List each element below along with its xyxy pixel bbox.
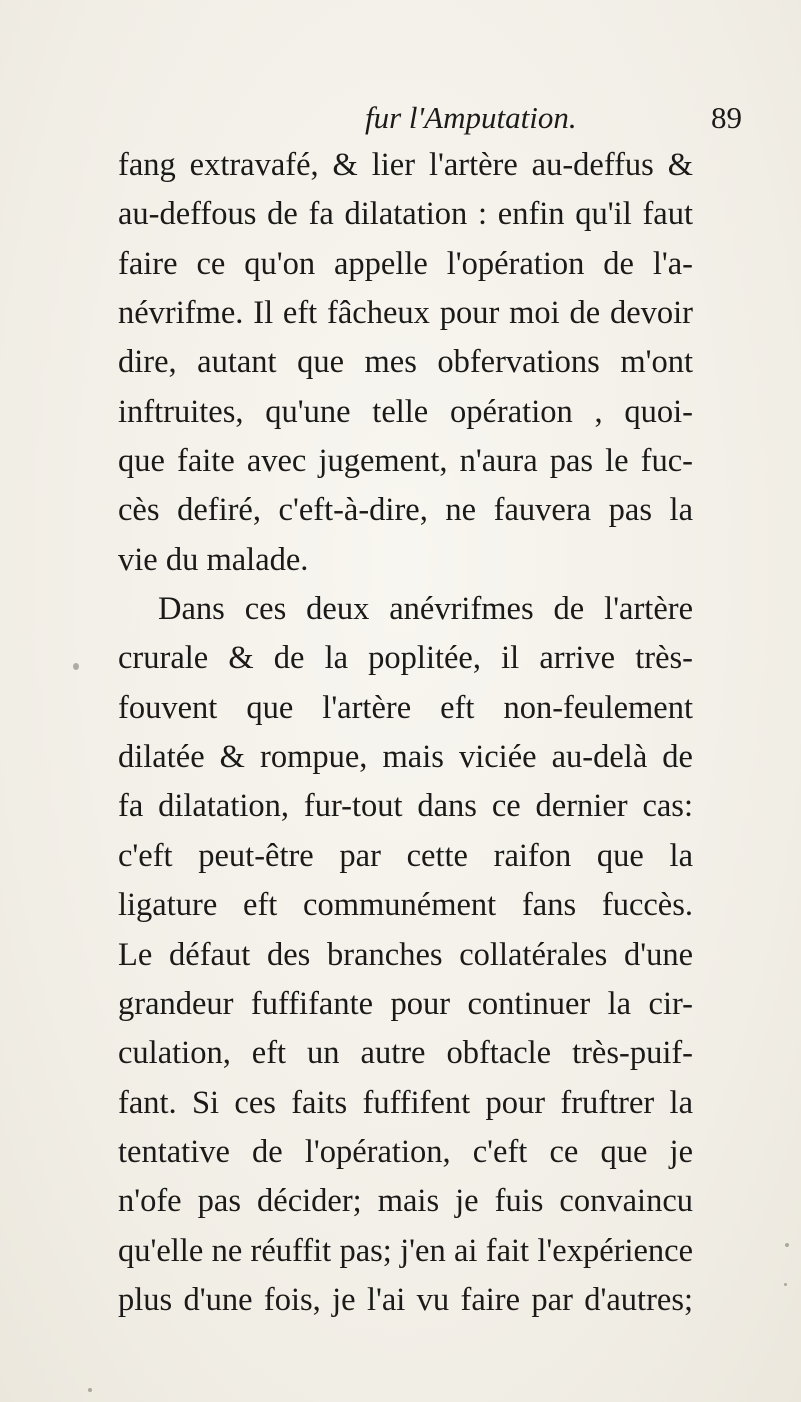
text-line: Le défaut des branches collatérales d'une — [118, 936, 693, 973]
body-text — [118, 141, 693, 1325]
text-line: ligature eft communément fans fuccès. — [118, 887, 693, 924]
paper-speck — [88, 1388, 92, 1392]
text-line: que faite avec jugement, n'aura pas le fuc- — [118, 443, 693, 480]
text-line: c'eft peut-être par cette raifon que la — [118, 837, 693, 874]
running-title: fur l'Amputation. — [365, 100, 577, 135]
running-head — [0, 98, 801, 142]
page-number: 89 — [711, 100, 742, 135]
text-line: Dans ces deux anévrifmes de l'artère — [158, 591, 693, 628]
text-line: culation, eft un autre obftacle très-puif- — [118, 1035, 693, 1072]
text-line: inftruites, qu'une telle opération , quoi- — [118, 393, 693, 430]
text-line: qu'elle ne réuffit pas; j'en ai fait l'expérience — [118, 1232, 693, 1269]
text-line: n'ofe pas décider; mais je fuis convaincu — [118, 1183, 693, 1220]
paper-speck — [784, 1283, 787, 1286]
text-line: fang extravafé, & lier l'artère au-deffus & — [118, 147, 693, 183]
text-line: crurale & de la poplitée, il arrive très- — [118, 640, 693, 677]
text-line: dire, autant que mes obfervations m'ont — [118, 344, 693, 381]
text-line: grandeur fuffifante pour continuer la cir- — [118, 985, 693, 1022]
text-line: fant. Si ces faits fuffifent pour fruftrer la — [118, 1084, 693, 1121]
text-line: vie du malade. — [118, 541, 309, 578]
text-line: névrifme. Il eft fâcheux pour moi de devoir — [118, 295, 693, 332]
text-line: fouvent que l'artère eft non-feulement — [118, 689, 693, 726]
text-line: tentative de l'opération, c'eft ce que je — [118, 1133, 693, 1170]
paper-speck — [785, 1243, 789, 1247]
text-line: faire ce qu'on appelle l'opération de l'a- — [118, 245, 693, 282]
text-line: dilatée & rompue, mais viciée au-delà de — [118, 739, 693, 776]
text-line: fa dilatation, fur-tout dans ce dernier cas: — [118, 788, 693, 825]
text-line: plus d'une fois, je l'ai vu faire par d'autres; — [118, 1281, 693, 1318]
text-line: cès defiré, c'eft-à-dire, ne fauvera pas la — [118, 492, 693, 529]
paper-speck — [73, 663, 79, 670]
text-line: au-deffous de fa dilatation : enfin qu'il faut — [118, 196, 693, 233]
